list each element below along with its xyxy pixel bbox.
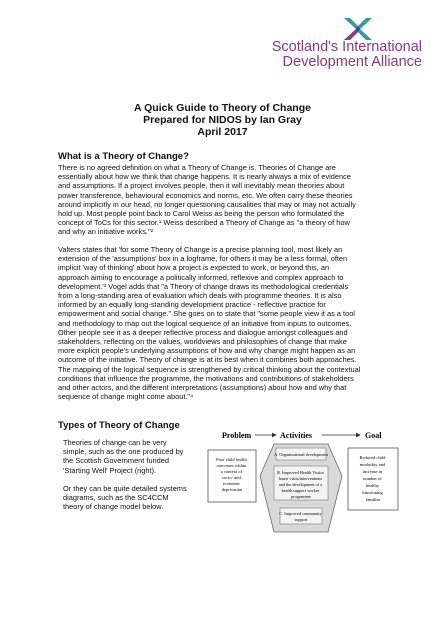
- text-line: simple, such as the one produced by: [63, 447, 184, 457]
- text-line: hold up. Most people point back to Carol Weiss as being the person who formulated the: [58, 209, 345, 219]
- text-line: the Scottish Government funded: [63, 456, 169, 466]
- goal-line: Reduced child: [359, 455, 386, 460]
- text-line: theory of change model below.: [63, 502, 164, 512]
- text-line: implicit 'way of thinking' about how a project is expected to work, or beyond this, an: [58, 263, 330, 273]
- document-title: [0, 102, 445, 138]
- problem-line: a context of: [220, 469, 243, 474]
- goal-line: number of: [363, 476, 382, 481]
- section2-paragraph: [58, 245, 393, 401]
- text-line: conditions that influence the programme, the motivations and contributions of stakeholders: [58, 373, 354, 383]
- title-line-2: Prepared for NIDOS by Ian Gray: [143, 114, 302, 126]
- text-line: 'Starting Well' Project (right).: [63, 465, 157, 475]
- text-line: and methodology to map out the logical sequence of an initiative from inputs to outcomes.: [58, 318, 352, 328]
- text-line: extension of the 'assumptions' box in a logframe, for others it may be a less formal, often: [58, 254, 348, 264]
- activity-c-line: support: [294, 517, 308, 522]
- diagram-header-goal: Goal: [365, 431, 382, 440]
- text-line: approach aiming to encourage a politically informed, reflexive and complex approach to: [58, 272, 344, 282]
- text-line: empowerment and social change." She goes on to state that "some people view it as a tool: [58, 309, 355, 319]
- activity-c-line: C. Improved community: [279, 511, 322, 516]
- text-line: and other actors, and the different interpretations (assumptions) about how and why that: [58, 383, 347, 393]
- text-line: from a long-standing area of evaluation which deals with programme theories. It is also: [58, 291, 342, 301]
- text-line: informed by an equally long-standing development practice - reflective practice for: [58, 300, 326, 310]
- goal-line: functioning: [362, 490, 383, 495]
- goal-box-text: [360, 455, 387, 502]
- text-line: sequence of change might come about."⁴: [58, 392, 194, 402]
- goal-line: families: [365, 497, 381, 502]
- text-line: The mapping of the logical sequence is strengthened by critical thinking about the contextual: [58, 364, 361, 374]
- text-line: Or they can be quite detailed systems: [63, 484, 187, 494]
- activity-b-line: health support worker: [281, 488, 320, 493]
- text-line: outcome of the initiative. Theory of change is at its best when it combines both approaches.: [58, 355, 357, 365]
- text-line: [63, 475, 203, 484]
- problem-line: socio- and: [222, 475, 241, 480]
- text-line: around implicitly in our head, no longer questioning causalities that may or may not actually: [58, 199, 356, 209]
- section3-paragraph: [63, 438, 203, 512]
- text-line: Valters states that 'for some Theory of Change is a precise planning tool, most likely an: [58, 245, 343, 254]
- activity-b-line: home visits/interventions: [278, 476, 323, 481]
- text-line: concept of ToCs for this sector.¹ Weiss described a Theory of Change as "a theory of how: [58, 218, 350, 228]
- text-line: and assumptions. If a project involves people, then it will inevitably mean theories about: [58, 181, 345, 191]
- section-heading-what-is-toc: What is a Theory of Change?: [58, 151, 189, 162]
- section1-paragraph: [58, 163, 393, 237]
- text-line: more explicit people's underlying assumptions of how and why change might happen as an: [58, 346, 356, 356]
- goal-line: morbidity and: [359, 462, 386, 467]
- diagram-header-activities: Activities: [280, 431, 312, 440]
- text-line: Theories of change can be very: [63, 438, 167, 447]
- diagram-header-problem: Problem: [222, 431, 252, 440]
- problem-line: outcomes within: [216, 463, 247, 468]
- problem-line: economic: [222, 481, 241, 486]
- text-line: and why an initiative works."²: [58, 227, 154, 237]
- text-line: There is no agreed definition on what a Theory of Change is. Theories of Change are: [58, 163, 336, 172]
- problem-line: deprivation: [221, 487, 243, 492]
- activity-b-line: and the development of a: [278, 482, 323, 487]
- title-line-3: April 2017: [197, 126, 248, 138]
- starting-well-toc-diagram: [200, 428, 410, 538]
- title-line-1: A Quick Guide to Theory of Change: [134, 102, 311, 114]
- logo-line-1: Scotland's International: [271, 39, 422, 55]
- goal-line: healthy: [365, 483, 380, 488]
- logo-line-2: Development Alliance: [282, 54, 422, 70]
- text-line: diagrams, such as the SC4CCM: [63, 493, 169, 503]
- problem-line: Poor child health: [216, 457, 247, 462]
- text-line: stakeholders, reflecting on the values, worldviews and philosophies of change that make: [58, 337, 347, 347]
- activity-b-line: B. Improved Health Visitor: [277, 470, 324, 475]
- text-line: essentially about how we think that change happens. It is nearly always a mix of evidence: [58, 172, 351, 182]
- activity-a-text: A. Organisational development: [274, 452, 328, 457]
- text-line: development.'³ Vogel adds that "a Theory of change draws its methodological credentials: [58, 281, 349, 291]
- sida-logo: [262, 28, 422, 88]
- activity-b-line: programme: [291, 494, 311, 499]
- section-heading-types-of-toc: Types of Theory of Change: [58, 420, 180, 431]
- text-line: power transference, behavioural economics and norms, etc. We often carry these theories: [58, 190, 353, 200]
- text-line: Other people see it as a deeper reflective process and dialogue amongst colleagues and: [58, 327, 348, 337]
- goal-line: increase in: [362, 469, 383, 474]
